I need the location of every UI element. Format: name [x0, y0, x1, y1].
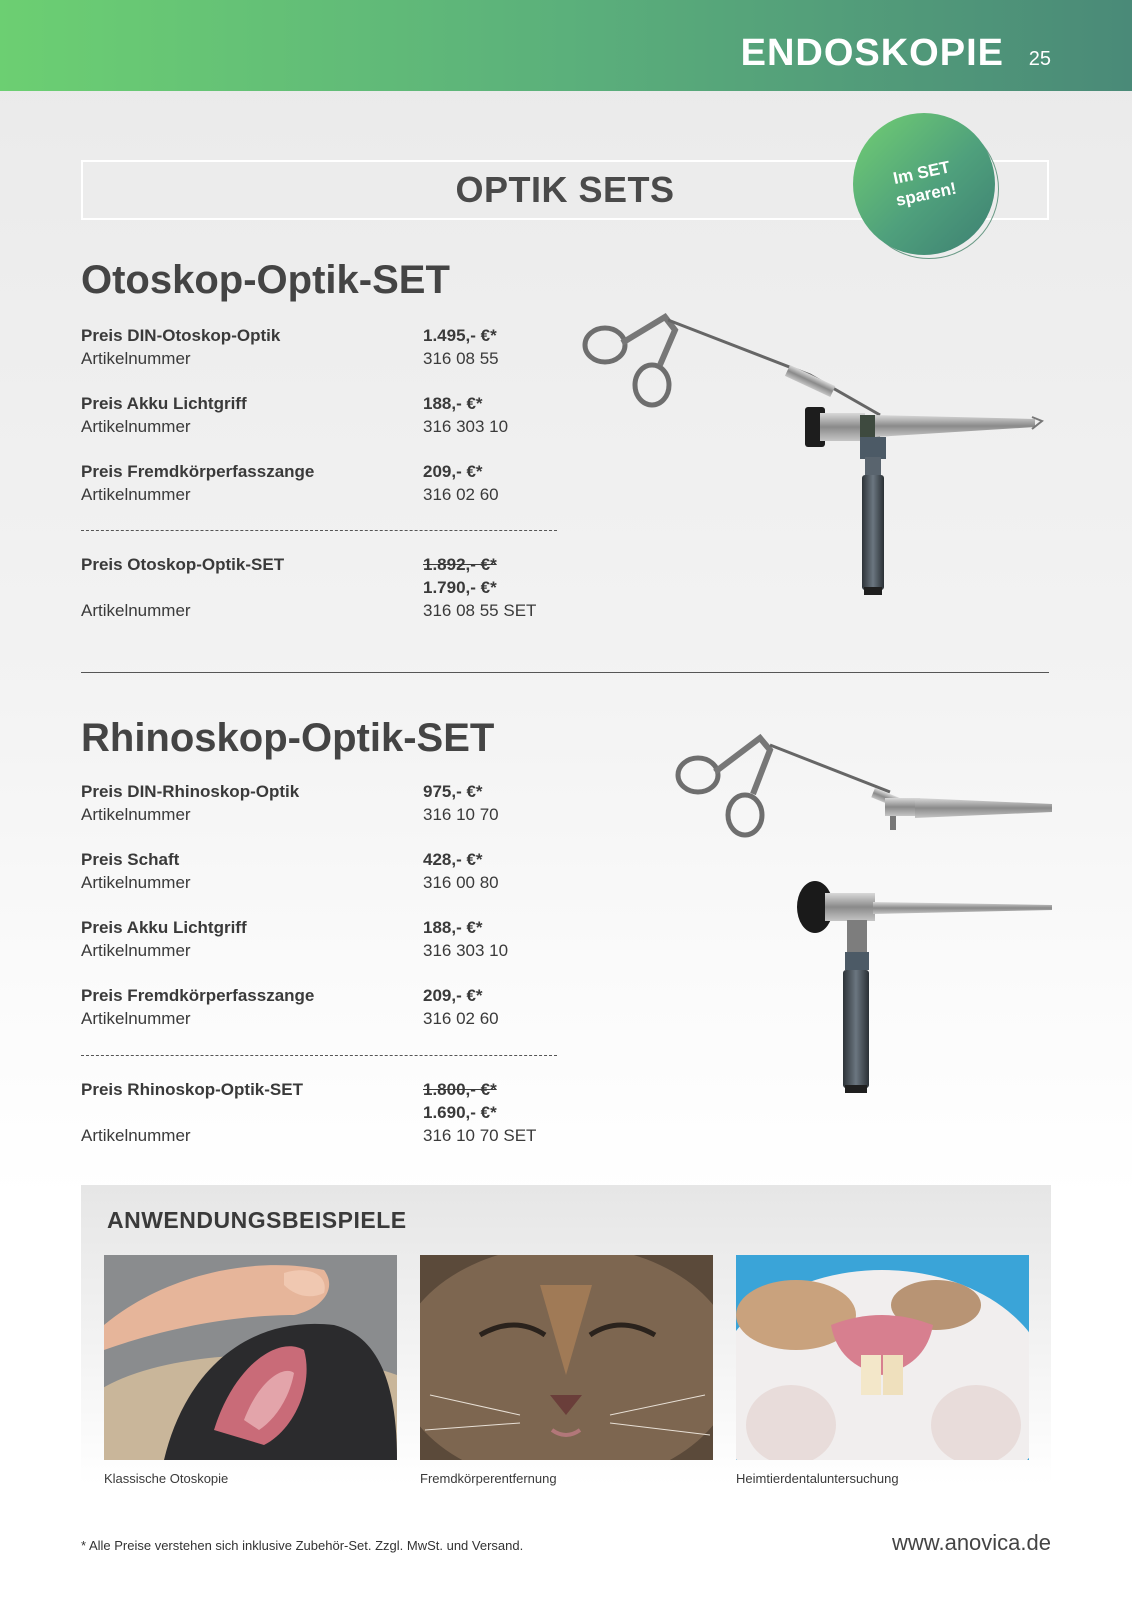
- dog-ear-illustration: [104, 1255, 397, 1460]
- price-label: Preis Fremdkörperfasszange: [81, 462, 315, 481]
- article-label: Artikelnummer: [81, 485, 191, 504]
- price-value: 975,- €*: [423, 782, 483, 801]
- article-number: 316 02 60: [423, 485, 499, 504]
- new-price-row: [81, 576, 581, 599]
- price-row: [81, 324, 581, 347]
- set-price-label: Preis Rhinoskop-Optik-SET: [81, 1080, 303, 1099]
- price-value: 1.495,- €*: [423, 326, 497, 345]
- article-label: Artikelnummer: [81, 601, 191, 620]
- price-label: Preis DIN-Otoskop-Optik: [81, 326, 281, 345]
- footer-note: * Alle Preise verstehen sich inklusive Zubehör-Set. Zzgl. MwSt. und Versand.: [81, 1538, 524, 1553]
- price-row: [81, 848, 581, 871]
- cat-face-illustration: [420, 1255, 713, 1460]
- price-value: 188,- €*: [423, 394, 483, 413]
- article-number: 316 303 10: [423, 417, 509, 436]
- article-label: Artikelnummer: [81, 805, 191, 824]
- price-value: 209,- €*: [423, 986, 483, 1005]
- otoscope-set-image: [580, 305, 1060, 605]
- article-row: [81, 483, 581, 506]
- article-row: [81, 939, 581, 962]
- article-label: Artikelnummer: [81, 417, 191, 436]
- article-row: [81, 1124, 581, 1147]
- article-row: [81, 803, 581, 826]
- rhinoskop-set-total: [81, 1078, 581, 1147]
- old-price: 1.892,- €*: [423, 555, 497, 574]
- price-value: 209,- €*: [423, 462, 483, 481]
- article-number: 316 00 80: [423, 873, 499, 892]
- article-number: 316 10 70: [423, 805, 499, 824]
- price-label: Preis Schaft: [81, 850, 180, 869]
- article-number: 316 08 55 SET: [423, 601, 537, 620]
- photo-cat-face: [420, 1255, 713, 1460]
- price-label: Preis Akku Lichtgriff: [81, 918, 247, 937]
- section-divider: [81, 672, 1049, 673]
- article-label: Artikelnummer: [81, 1009, 191, 1028]
- otoskop-price-list: [81, 324, 581, 506]
- photo-rabbit-teeth: [736, 1255, 1029, 1460]
- article-row: [81, 1007, 581, 1030]
- photo-caption: Fremdkörperentfernung: [420, 1471, 557, 1486]
- examples-title: ANWENDUNGSBEISPIELE: [107, 1207, 407, 1233]
- price-row: [81, 916, 581, 939]
- otoskop-set-total: [81, 553, 581, 622]
- rhinoskop-price-list: [81, 780, 581, 1030]
- article-label: Artikelnummer: [81, 873, 191, 892]
- set-price-row: [81, 553, 581, 576]
- article-label: Artikelnummer: [81, 1126, 191, 1145]
- article-label: Artikelnummer: [81, 941, 191, 960]
- photo-caption: Heimtierdentaluntersuchung: [736, 1471, 899, 1486]
- otoskop-set-title: Otoskop-Optik-SET: [81, 258, 450, 302]
- article-label: Artikelnummer: [81, 349, 191, 368]
- new-price-row: [81, 1101, 581, 1124]
- footer-url-link[interactable]: www.anovica.de: [892, 1530, 1051, 1555]
- price-label: Preis Fremdkörperfasszange: [81, 986, 315, 1005]
- article-number: 316 08 55: [423, 349, 499, 368]
- badge-circle: [853, 113, 995, 255]
- badge-text: [875, 153, 972, 215]
- price-label: Preis Akku Lichtgriff: [81, 394, 247, 413]
- old-price: 1.800,- €*: [423, 1080, 497, 1099]
- price-row: [81, 984, 581, 1007]
- price-row: [81, 780, 581, 803]
- photo-dog-ear: [104, 1255, 397, 1460]
- price-row: [81, 392, 581, 415]
- set-price-row: [81, 1078, 581, 1101]
- article-row: [81, 599, 581, 622]
- article-row: [81, 871, 581, 894]
- examples-panel: [81, 1185, 1051, 1485]
- rhinoscope-set-image: [675, 730, 1060, 1100]
- article-row: [81, 347, 581, 370]
- photo-caption: Klassische Otoskopie: [104, 1471, 229, 1486]
- article-number: 316 10 70 SET: [423, 1126, 537, 1145]
- price-value: 188,- €*: [423, 918, 483, 937]
- rhinoskop-set-title: Rhinoskop-Optik-SET: [81, 716, 495, 760]
- dashed-separator: [81, 530, 557, 531]
- page-number: 25: [1028, 48, 1051, 70]
- header-bar: [0, 0, 1132, 91]
- article-number: 316 02 60: [423, 1009, 499, 1028]
- article-number: 316 303 10: [423, 941, 509, 960]
- rabbit-teeth-illustration: [736, 1255, 1029, 1460]
- badge-line-1: Im SET: [891, 157, 952, 189]
- price-row: [81, 460, 581, 483]
- price-label: Preis DIN-Rhinoskop-Optik: [81, 782, 300, 801]
- set-savings-badge: [853, 113, 1001, 261]
- dashed-separator: [81, 1055, 557, 1056]
- badge-line-2: sparen!: [894, 178, 959, 210]
- new-price: 1.790,- €*: [423, 578, 497, 597]
- article-row: [81, 415, 581, 438]
- chapter-title: ENDOSKOPIE: [740, 32, 1004, 74]
- price-value: 428,- €*: [423, 850, 483, 869]
- set-price-label: Preis Otoskop-Optik-SET: [81, 555, 285, 574]
- section-title: OPTIK SETS: [455, 169, 675, 210]
- new-price: 1.690,- €*: [423, 1103, 497, 1122]
